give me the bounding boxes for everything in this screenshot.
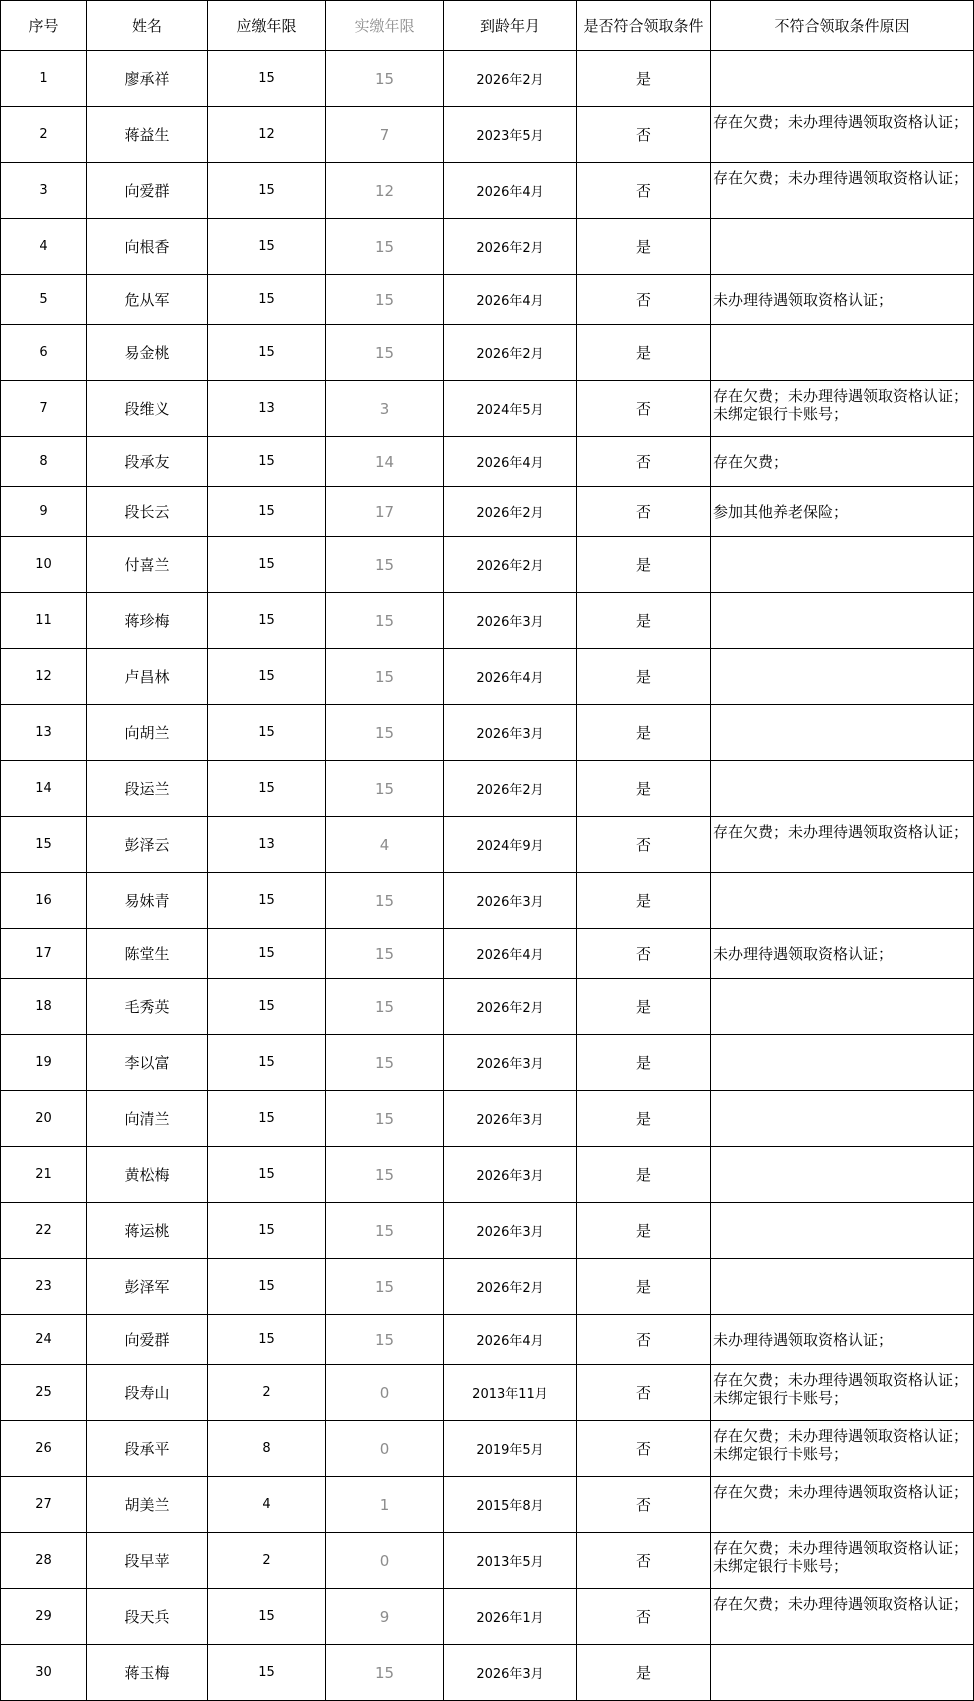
actual-years-cell: 15: [326, 1203, 444, 1259]
ineligible-reason-cell: [711, 1091, 974, 1147]
name-cell: 向清兰: [87, 1091, 208, 1147]
actual-years-cell: 1: [326, 1477, 444, 1533]
actual-years-cell: 17: [326, 487, 444, 537]
serial-no-cell: 7: [1, 381, 87, 437]
name-cell: 李以富: [87, 1035, 208, 1091]
required-years-cell: 15: [208, 537, 326, 593]
required-years-cell: 2: [208, 1533, 326, 1589]
eligible-cell: 否: [577, 107, 711, 163]
required-years-cell: 15: [208, 163, 326, 219]
ineligible-reason-cell: 存在欠费；未办理待遇领取资格认证；: [711, 817, 974, 873]
eligible-cell: 是: [577, 979, 711, 1035]
actual-years-cell: 0: [326, 1533, 444, 1589]
name-cell: 段长云: [87, 487, 208, 537]
age-reached-date-cell: 2026年2月: [444, 487, 577, 537]
eligible-cell: 是: [577, 1147, 711, 1203]
name-cell: 胡美兰: [87, 1477, 208, 1533]
eligible-cell: 否: [577, 929, 711, 979]
table-row: [1, 275, 974, 325]
serial-no-cell: 24: [1, 1315, 87, 1365]
ineligible-reason-cell: [711, 1147, 974, 1203]
name-cell: 黄松梅: [87, 1147, 208, 1203]
required-years-cell: 15: [208, 1589, 326, 1645]
table-row: [1, 1533, 974, 1589]
ineligible-reason-cell: 存在欠费；未办理待遇领取资格认证；未绑定银行卡账号；: [711, 1421, 974, 1477]
required-years-cell: 15: [208, 761, 326, 817]
required-years-cell: 15: [208, 1147, 326, 1203]
actual-years-cell: 15: [326, 1259, 444, 1315]
serial-no-cell: 5: [1, 275, 87, 325]
serial-no-cell: 12: [1, 649, 87, 705]
actual-years-cell: 15: [326, 1035, 444, 1091]
table-row: [1, 705, 974, 761]
eligible-cell: 是: [577, 1091, 711, 1147]
name-cell: 蒋运桃: [87, 1203, 208, 1259]
table-row: [1, 1259, 974, 1315]
age-reached-date-cell: 2026年2月: [444, 325, 577, 381]
age-reached-date-cell: 2026年4月: [444, 437, 577, 487]
table-row: [1, 381, 974, 437]
table-row: [1, 1147, 974, 1203]
ineligible-reason-cell: [711, 649, 974, 705]
age-reached-date-cell: 2023年5月: [444, 107, 577, 163]
serial-no-cell: 16: [1, 873, 87, 929]
header-name: 姓名: [87, 1, 208, 51]
age-reached-date-cell: 2026年3月: [444, 593, 577, 649]
age-reached-date-cell: 2026年4月: [444, 929, 577, 979]
actual-years-cell: 15: [326, 325, 444, 381]
ineligible-reason-cell: [711, 537, 974, 593]
name-cell: 蒋珍梅: [87, 593, 208, 649]
actual-years-cell: 9: [326, 1589, 444, 1645]
ineligible-reason-cell: 存在欠费；未办理待遇领取资格认证；: [711, 107, 974, 163]
actual-years-cell: 15: [326, 1645, 444, 1701]
age-reached-date-cell: 2026年3月: [444, 705, 577, 761]
ineligible-reason-cell: 存在欠费；未办理待遇领取资格认证；未绑定银行卡账号；: [711, 381, 974, 437]
serial-no-cell: 30: [1, 1645, 87, 1701]
header-age-reached-date: 到龄年月: [444, 1, 577, 51]
age-reached-date-cell: 2026年2月: [444, 51, 577, 107]
age-reached-date-cell: 2019年5月: [444, 1421, 577, 1477]
ineligible-reason-cell: 存在欠费；未办理待遇领取资格认证；未绑定银行卡账号；: [711, 1533, 974, 1589]
name-cell: 廖承祥: [87, 51, 208, 107]
table-row: [1, 1421, 974, 1477]
required-years-cell: 2: [208, 1365, 326, 1421]
table-row: [1, 1477, 974, 1533]
ineligible-reason-cell: [711, 761, 974, 817]
age-reached-date-cell: 2026年3月: [444, 1091, 577, 1147]
name-cell: 段早苹: [87, 1533, 208, 1589]
serial-no-cell: 9: [1, 487, 87, 537]
table-row: [1, 817, 974, 873]
age-reached-date-cell: 2024年5月: [444, 381, 577, 437]
actual-years-cell: 15: [326, 275, 444, 325]
serial-no-cell: 15: [1, 817, 87, 873]
eligible-cell: 是: [577, 325, 711, 381]
eligible-cell: 是: [577, 51, 711, 107]
name-cell: 付喜兰: [87, 537, 208, 593]
ineligible-reason-cell: [711, 325, 974, 381]
required-years-cell: 15: [208, 979, 326, 1035]
table-row: [1, 163, 974, 219]
required-years-cell: 15: [208, 873, 326, 929]
ineligible-reason-cell: 未办理待遇领取资格认证；: [711, 275, 974, 325]
table-row: [1, 51, 974, 107]
ineligible-reason-cell: [711, 219, 974, 275]
name-cell: 段维义: [87, 381, 208, 437]
ineligible-reason-cell: [711, 873, 974, 929]
eligible-cell: 否: [577, 1365, 711, 1421]
actual-years-cell: 15: [326, 979, 444, 1035]
eligible-cell: 是: [577, 1259, 711, 1315]
header-serial-no: 序号: [1, 1, 87, 51]
name-cell: 蒋玉梅: [87, 1645, 208, 1701]
actual-years-cell: 15: [326, 219, 444, 275]
ineligible-reason-cell: [711, 593, 974, 649]
header-eligible: 是否符合领取条件: [577, 1, 711, 51]
eligible-cell: 否: [577, 1315, 711, 1365]
name-cell: 向胡兰: [87, 705, 208, 761]
actual-years-cell: 15: [326, 51, 444, 107]
actual-years-cell: 15: [326, 593, 444, 649]
header-actual-years: 实缴年限: [326, 1, 444, 51]
required-years-cell: 15: [208, 437, 326, 487]
actual-years-cell: 15: [326, 705, 444, 761]
actual-years-cell: 0: [326, 1421, 444, 1477]
actual-years-cell: 15: [326, 649, 444, 705]
table-row: [1, 979, 974, 1035]
table-header-row: [1, 1, 974, 51]
age-reached-date-cell: 2026年4月: [444, 163, 577, 219]
name-cell: 彭泽军: [87, 1259, 208, 1315]
serial-no-cell: 2: [1, 107, 87, 163]
actual-years-cell: 7: [326, 107, 444, 163]
ineligible-reason-cell: [711, 1259, 974, 1315]
name-cell: 易金桃: [87, 325, 208, 381]
name-cell: 易妹青: [87, 873, 208, 929]
age-reached-date-cell: 2026年2月: [444, 537, 577, 593]
table-row: [1, 929, 974, 979]
serial-no-cell: 4: [1, 219, 87, 275]
required-years-cell: 15: [208, 487, 326, 537]
actual-years-cell: 15: [326, 1147, 444, 1203]
required-years-cell: 13: [208, 817, 326, 873]
table-row: [1, 1645, 974, 1701]
serial-no-cell: 20: [1, 1091, 87, 1147]
age-reached-date-cell: 2026年3月: [444, 1035, 577, 1091]
name-cell: 向爱群: [87, 163, 208, 219]
serial-no-cell: 18: [1, 979, 87, 1035]
actual-years-cell: 15: [326, 537, 444, 593]
age-reached-date-cell: 2026年3月: [444, 1203, 577, 1259]
header-required-years: 应缴年限: [208, 1, 326, 51]
table-row: [1, 487, 974, 537]
eligible-cell: 是: [577, 1203, 711, 1259]
age-reached-date-cell: 2026年3月: [444, 1147, 577, 1203]
table-row: [1, 1365, 974, 1421]
ineligible-reason-cell: 存在欠费；: [711, 437, 974, 487]
eligible-cell: 否: [577, 1421, 711, 1477]
serial-no-cell: 29: [1, 1589, 87, 1645]
actual-years-cell: 0: [326, 1365, 444, 1421]
serial-no-cell: 8: [1, 437, 87, 487]
required-years-cell: 8: [208, 1421, 326, 1477]
table-row: [1, 537, 974, 593]
name-cell: 危从军: [87, 275, 208, 325]
age-reached-date-cell: 2026年2月: [444, 219, 577, 275]
eligible-cell: 是: [577, 537, 711, 593]
required-years-cell: 15: [208, 51, 326, 107]
required-years-cell: 15: [208, 1645, 326, 1701]
name-cell: 陈堂生: [87, 929, 208, 979]
serial-no-cell: 22: [1, 1203, 87, 1259]
ineligible-reason-cell: 存在欠费；未办理待遇领取资格认证；未绑定银行卡账号；: [711, 1365, 974, 1421]
serial-no-cell: 21: [1, 1147, 87, 1203]
eligible-cell: 是: [577, 649, 711, 705]
eligible-cell: 否: [577, 1589, 711, 1645]
actual-years-cell: 15: [326, 1315, 444, 1365]
name-cell: 向爱群: [87, 1315, 208, 1365]
name-cell: 段承平: [87, 1421, 208, 1477]
table-row: [1, 107, 974, 163]
table-row: [1, 325, 974, 381]
serial-no-cell: 19: [1, 1035, 87, 1091]
serial-no-cell: 11: [1, 593, 87, 649]
serial-no-cell: 26: [1, 1421, 87, 1477]
ineligible-reason-cell: [711, 705, 974, 761]
eligible-cell: 是: [577, 1645, 711, 1701]
eligible-cell: 否: [577, 437, 711, 487]
header-ineligible-reason: 不符合领取条件原因: [711, 1, 974, 51]
name-cell: 段寿山: [87, 1365, 208, 1421]
ineligible-reason-cell: [711, 1203, 974, 1259]
table-row: [1, 1589, 974, 1645]
name-cell: 蒋益生: [87, 107, 208, 163]
age-reached-date-cell: 2026年2月: [444, 1259, 577, 1315]
ineligible-reason-cell: 存在欠费；未办理待遇领取资格认证；: [711, 1589, 974, 1645]
name-cell: 毛秀英: [87, 979, 208, 1035]
required-years-cell: 15: [208, 275, 326, 325]
serial-no-cell: 28: [1, 1533, 87, 1589]
table-row: [1, 1203, 974, 1259]
name-cell: 卢昌林: [87, 649, 208, 705]
eligible-cell: 是: [577, 219, 711, 275]
required-years-cell: 15: [208, 219, 326, 275]
eligible-cell: 是: [577, 593, 711, 649]
ineligible-reason-cell: 未办理待遇领取资格认证；: [711, 1315, 974, 1365]
table-row: [1, 1035, 974, 1091]
serial-no-cell: 17: [1, 929, 87, 979]
age-reached-date-cell: 2013年11月: [444, 1365, 577, 1421]
actual-years-cell: 15: [326, 761, 444, 817]
ineligible-reason-cell: [711, 979, 974, 1035]
table-row: [1, 1315, 974, 1365]
serial-no-cell: 10: [1, 537, 87, 593]
name-cell: 段承友: [87, 437, 208, 487]
eligible-cell: 否: [577, 275, 711, 325]
serial-no-cell: 13: [1, 705, 87, 761]
ineligible-reason-cell: [711, 1035, 974, 1091]
eligible-cell: 否: [577, 381, 711, 437]
eligible-cell: 否: [577, 163, 711, 219]
table-body: [1, 51, 974, 1701]
age-reached-date-cell: 2026年4月: [444, 1315, 577, 1365]
serial-no-cell: 3: [1, 163, 87, 219]
required-years-cell: 15: [208, 1035, 326, 1091]
eligible-cell: 否: [577, 1477, 711, 1533]
serial-no-cell: 14: [1, 761, 87, 817]
required-years-cell: 15: [208, 1315, 326, 1365]
age-reached-date-cell: 2024年9月: [444, 817, 577, 873]
age-reached-date-cell: 2013年5月: [444, 1533, 577, 1589]
table-row: [1, 761, 974, 817]
actual-years-cell: 4: [326, 817, 444, 873]
age-reached-date-cell: 2026年1月: [444, 1589, 577, 1645]
age-reached-date-cell: 2026年2月: [444, 761, 577, 817]
table-row: [1, 1091, 974, 1147]
ineligible-reason-cell: 参加其他养老保险；: [711, 487, 974, 537]
eligible-cell: 是: [577, 761, 711, 817]
ineligible-reason-cell: [711, 1645, 974, 1701]
table-row: [1, 437, 974, 487]
required-years-cell: 15: [208, 649, 326, 705]
required-years-cell: 13: [208, 381, 326, 437]
serial-no-cell: 25: [1, 1365, 87, 1421]
ineligible-reason-cell: 未办理待遇领取资格认证；: [711, 929, 974, 979]
table-row: [1, 649, 974, 705]
required-years-cell: 15: [208, 593, 326, 649]
actual-years-cell: 15: [326, 1091, 444, 1147]
table-row: [1, 873, 974, 929]
serial-no-cell: 1: [1, 51, 87, 107]
ineligible-reason-cell: [711, 51, 974, 107]
age-reached-date-cell: 2026年3月: [444, 1645, 577, 1701]
table-row: [1, 593, 974, 649]
actual-years-cell: 14: [326, 437, 444, 487]
required-years-cell: 15: [208, 325, 326, 381]
name-cell: 段天兵: [87, 1589, 208, 1645]
age-reached-date-cell: 2026年4月: [444, 275, 577, 325]
ineligible-reason-cell: 存在欠费；未办理待遇领取资格认证；: [711, 163, 974, 219]
eligible-cell: 是: [577, 1035, 711, 1091]
age-reached-date-cell: 2026年2月: [444, 979, 577, 1035]
required-years-cell: 15: [208, 1091, 326, 1147]
required-years-cell: 15: [208, 1203, 326, 1259]
serial-no-cell: 6: [1, 325, 87, 381]
actual-years-cell: 15: [326, 929, 444, 979]
required-years-cell: 15: [208, 705, 326, 761]
eligible-cell: 是: [577, 873, 711, 929]
eligible-cell: 否: [577, 487, 711, 537]
required-years-cell: 15: [208, 929, 326, 979]
eligible-cell: 否: [577, 1533, 711, 1589]
name-cell: 段运兰: [87, 761, 208, 817]
actual-years-cell: 3: [326, 381, 444, 437]
age-reached-date-cell: 2026年4月: [444, 649, 577, 705]
name-cell: 彭泽云: [87, 817, 208, 873]
eligible-cell: 是: [577, 705, 711, 761]
table-row: [1, 219, 974, 275]
required-years-cell: 15: [208, 1259, 326, 1315]
eligible-cell: 否: [577, 817, 711, 873]
actual-years-cell: 12: [326, 163, 444, 219]
actual-years-cell: 15: [326, 873, 444, 929]
required-years-cell: 12: [208, 107, 326, 163]
ineligible-reason-cell: 存在欠费；未办理待遇领取资格认证；: [711, 1477, 974, 1533]
age-reached-date-cell: 2015年8月: [444, 1477, 577, 1533]
serial-no-cell: 23: [1, 1259, 87, 1315]
serial-no-cell: 27: [1, 1477, 87, 1533]
name-cell: 向根香: [87, 219, 208, 275]
age-reached-date-cell: 2026年3月: [444, 873, 577, 929]
required-years-cell: 4: [208, 1477, 326, 1533]
